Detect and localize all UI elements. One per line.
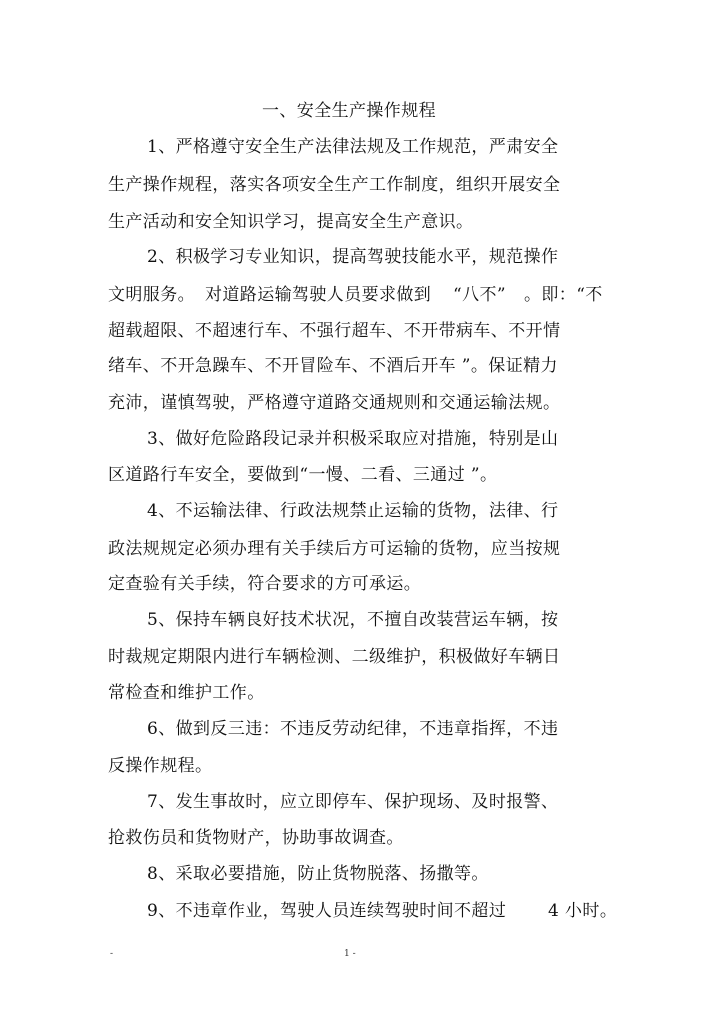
text-line: 定查验有关手续，符合要求的方可承运。 — [108, 574, 422, 594]
text-line: 文明服务。 — [108, 285, 195, 305]
text-line: 7、发生事故时，应立即停车、保护现场、及时报警、 — [147, 792, 559, 812]
text-line: 对道路运输驾驶人员要求做到 — [205, 285, 432, 305]
text-line: 超载超限、不超速行车、不强行超车、不开带病车、不开情 — [108, 321, 561, 341]
text-line: 9、不违章作业，驾驶人员连续驾驶时间不超过 — [147, 901, 507, 921]
text-line: “八不” — [453, 285, 506, 305]
text-line: 。即：“不 — [524, 285, 603, 305]
text-line: 5、保持车辆良好技术状况，不擅自改装营运车辆，按 — [147, 610, 559, 630]
text-line: 反操作规程。 — [108, 756, 213, 776]
text-line: 抢救伤员和货物财产，协助事故调查。 — [108, 828, 404, 848]
text-line: 4、不运输法律、行政法规禁止运输的货物，法律、行 — [147, 501, 559, 521]
text-line: 区道路行车安全，要做到“一慢、二看、三通过 ”。 — [108, 465, 498, 485]
text-line: 8、采取必要措施，防止货物脱落、扬撒等。 — [147, 864, 489, 884]
text-line: 常检查和维护工作。 — [108, 683, 265, 703]
text-line: 3、做好危险路段记录并积极采取应对措施，特别是山 — [147, 429, 559, 449]
text-line: 4 小时。 — [548, 901, 618, 921]
text-line: 6、做到反三违：不违反劳动纪律，不违章指挥，不违 — [147, 719, 559, 739]
footer-dash: - — [110, 949, 114, 959]
text-line: 充沛，谨慎驾驶，严格遵守道路交通规则和交通运输法规。 — [108, 393, 561, 413]
document-title: 一、安全生产操作规程 — [262, 101, 436, 121]
text-line: 1、严格遵守安全生产法律法规及工作规范，严肃安全 — [147, 137, 559, 157]
text-line: 生产活动和安全知识学习，提高安全生产意识。 — [108, 212, 474, 232]
text-line: 2、积极学习专业知识，提高驾驶技能水平，规范操作 — [147, 247, 559, 267]
text-line: 时裁规定期限内进行车辆检测、二级维护，积极做好车辆日 — [108, 647, 561, 667]
text-line: 生产操作规程，落实各项安全生产工作制度，组织开展安全 — [108, 175, 561, 195]
text-line: 政法规规定必须办理有关手续后方可运输的货物，应当按规 — [108, 539, 561, 559]
page-number: 1 - — [344, 949, 356, 959]
text-line: 绪车、不开急躁车、不开冒险车、不酒后开车 ”。保证精力 — [108, 356, 558, 376]
